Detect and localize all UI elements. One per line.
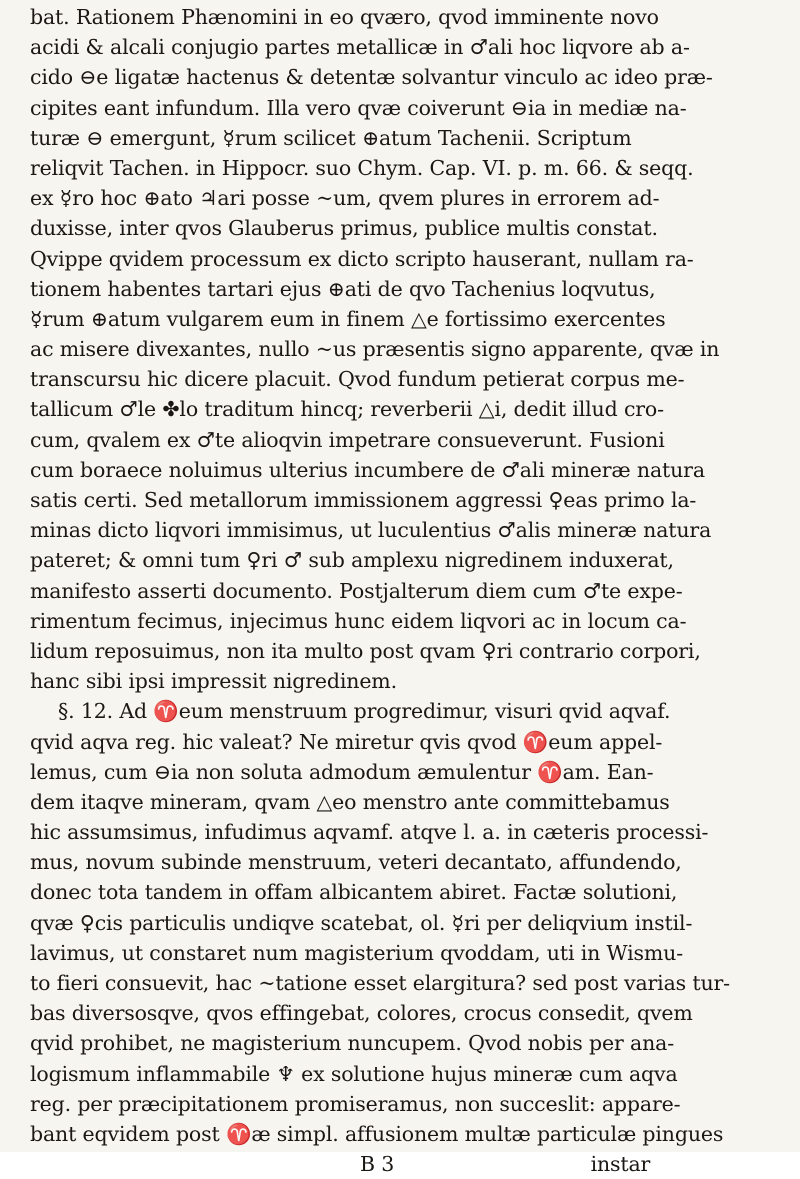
footer-line (30, 1149, 788, 1179)
text-line: rimentum fecimus, injecimus hunc eidem liqvori ac in locum ca- (30, 608, 687, 633)
text-line: dem itaqve mineram, qvam △eo menstro ante committebamus (30, 789, 670, 814)
text-line: lavimus, ut constaret num magisterium qvoddam, uti in Wismu- (30, 940, 683, 965)
text-line: qvid prohibet, ne magisterium nuncupem. Qvod nobis per ana- (30, 1031, 674, 1056)
text-line: cipites eant infundum. Illa vero qvæ coiverunt ⊖ia in mediæ na- (30, 95, 687, 120)
text-line: reliqvit Tachen. in Hippocr. suo Chym. Cap. VI. p. m. 66. & seqq. (30, 155, 694, 180)
text-line: to fieri consuevit, hac ~tatione esset elargitura? sed post varias tur- (30, 971, 730, 995)
text-line: cido ⊖e ligatæ hactenus & detentæ solvantur vinculo ac ideo præ- (30, 65, 713, 90)
text-line: donec tota tandem in offam albicantem abiret. Factæ solutioni, (30, 880, 678, 905)
text-line: qvæ ♀cis particulis undiqve scatebat, ol. ☿ri per deliqvium instil- (30, 910, 693, 935)
text-line: mus, novum subinde menstruum, veteri decantato, affundendo, (30, 850, 682, 875)
text-line: satis certi. Sed metallorum immissionem aggressi ♀eas primo la- (30, 488, 697, 512)
body-text (30, 2, 788, 1179)
text-line: acidi & alcali conjugio partes metallicæ in ♂ali hoc liqvore ab a- (30, 35, 690, 60)
text-line: hanc sibi ipsi impressit nigredinem. (30, 669, 397, 694)
text-line: minas dicto liqvori immisimus, ut luculentius ♂alis mineræ natura (30, 518, 712, 543)
text-line: ac misere divexantes, nullo ~us præsentis signo apparente, qvæ in (30, 337, 720, 362)
text-line: lidum reposuimus, non ita multo post qvam ♀ri contrario corpori, (30, 638, 701, 663)
text-line: Qvippe qvidem processum ex dicto scripto hauserant, nullam ra- (30, 246, 694, 271)
text-line: turæ ⊖ emergunt, ☿rum scilicet ⊕atum Tachenii. Scriptum (30, 125, 632, 150)
text-line: pateret; & omni tum ♀ri ♂ sub amplexu nigredinem induxerat, (30, 548, 674, 573)
text-line: tallicum ♂le ✤lo traditum hincq; reverberii △i, dedit illud cro- (30, 397, 664, 422)
text-line: manifesto asserti documento. Postjalterum diem cum ♂te expe- (30, 578, 683, 603)
text-line: duxisse, inter qvos Glauberus primus, publice multis constat. (30, 216, 658, 241)
text-line: bas diversosqve, qvos effingebat, colores, crocus consedit, qvem (30, 1001, 693, 1026)
text-line: tionem habentes tartari ejus ⊕ati de qvo Tachenius loqvutus, (30, 276, 656, 301)
text-line: bat. Rationem Phænomini in eo qværo, qvod imminente novo (30, 5, 659, 29)
catchword: instar (590, 1152, 651, 1177)
text-line: ☿rum ⊕atum vulgarem eum in finem △e fortissimo exercentes (30, 306, 666, 331)
text-line: logismum inflammabile ♆ ex solutione hujus mineræ cum aqva (30, 1061, 678, 1086)
signature-mark: B 3 (360, 1152, 395, 1177)
text-line: cum boraece noluimus ulterius incumbere de ♂ali mineræ natura (30, 457, 705, 482)
text-line: hic assumsimus, infudimus aqvamf. atqve l. a. in cæteris processi- (30, 820, 709, 845)
text-line: lemus, cum ⊖ia non soluta admodum æmulentur ♈am. Ean- (30, 759, 654, 784)
text-line: reg. per præcipitationem promiseramus, non succeslit: appare- (30, 1091, 681, 1116)
section-heading-line: §. 12. Ad ♈eum menstruum progredimur, visuri qvid aqvaf. (58, 699, 671, 724)
text-line: bant eqvidem post ♈æ simpl. affusionem multæ particulæ pingues (30, 1121, 724, 1146)
text-line: transcursu hic dicere placuit. Qvod fundum petierat corpus me- (30, 367, 685, 392)
text-line: ex ☿ro hoc ⊕ato ♃ari posse ~um, qvem plures in errorem ad- (30, 186, 660, 211)
text-line: cum, qvalem ex ♂te alioqvin impetrare consueverunt. Fusioni (30, 427, 665, 452)
text-line: qvid aqva reg. hic valeat? Ne miretur qvis qvod ♈eum appel- (30, 729, 663, 754)
